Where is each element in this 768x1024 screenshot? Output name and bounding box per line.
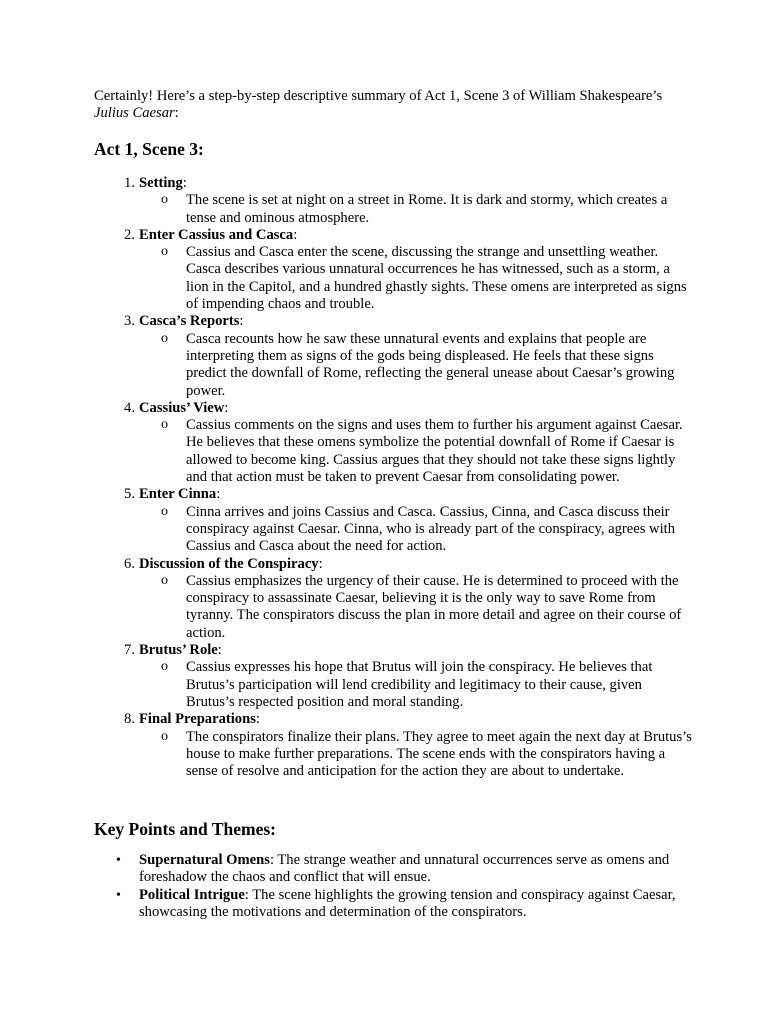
step-title: Setting <box>139 175 183 191</box>
step-title: Enter Cassius and Casca <box>139 226 294 243</box>
step-details <box>139 192 694 227</box>
step-number: 6. <box>124 555 135 572</box>
step-item <box>94 313 694 399</box>
step-details <box>139 331 694 400</box>
step-detail-item <box>139 504 694 556</box>
circle-bullet-icon: o <box>161 192 168 208</box>
step-details <box>139 659 694 711</box>
step-detail-item <box>139 192 694 227</box>
key-points-list <box>94 852 694 921</box>
key-point-item <box>94 887 694 922</box>
step-item <box>94 486 694 555</box>
key-point-description: : The strange weather and unnatural occurrences serve as omens and foreshadow the chaos and conflict that will ensue. <box>139 852 670 886</box>
step-number: 7. <box>124 642 135 659</box>
step-details <box>139 504 694 556</box>
heading-act-scene: Act 1, Scene 3: <box>94 139 204 159</box>
circle-bullet-icon: o <box>161 572 168 588</box>
circle-bullet-icon: o <box>161 659 168 675</box>
step-title: Enter Cinna <box>139 486 217 503</box>
step-colon: : <box>255 711 260 728</box>
step-details <box>139 729 694 781</box>
step-detail-item <box>139 244 694 313</box>
step-title: Final Preparations <box>139 711 256 728</box>
step-title: Brutus’ Role <box>139 642 218 659</box>
step-detail-item <box>139 729 694 781</box>
step-description: Cassius expresses his hope that Brutus will join the conspiracy. He believes that Brutus’s participation will lend credibility and legitimacy to their cause, given Brutus’s respected position and moral standing. <box>186 659 653 710</box>
step-number: 1. <box>124 175 135 191</box>
step-description: Cassius emphasizes the urgency of their cause. He is determined to proceed with the conspiracy to assassinate Caesar, believing it is the only way to save Rome from tyranny. The conspirators discuss the plan in more detail and agree on their course of action. <box>186 572 682 641</box>
step-colon: : <box>318 555 323 572</box>
summary-steps-list <box>94 175 694 780</box>
step-number: 3. <box>124 313 135 330</box>
circle-bullet-icon: o <box>161 728 168 744</box>
step-title: Discussion of the Conspiracy <box>139 555 319 572</box>
step-number: 8. <box>124 711 135 728</box>
circle-bullet-icon: o <box>161 244 168 260</box>
step-colon: : <box>182 175 187 191</box>
step-description: Cassius comments on the signs and uses them to further his argument against Caesar. He believes that these omens symbolize the potential downfall of Rome if Caesar is allowed to become king. Cassius argues that they should not take these signs lightly and that action must be taken to prevent Caesar from consolidating power. <box>186 417 683 486</box>
step-description: The conspirators finalize their plans. They agree to meet again the next day at Brutus’s house to make further preparations. The scene ends with the conspirators having a sense of resolve and anticipation for the action they are about to undertake. <box>186 728 692 780</box>
step-colon: : <box>239 313 244 330</box>
step-description: Casca recounts how he saw these unnatural events and explains that people are interpreting them as signs of the gods being displeased. He feels that these signs predict the downfall of Rome, reflecting the general unease about Caesar’s growing power. <box>186 330 675 399</box>
key-point-description: : The scene highlights the growing tension and conspiracy against Caesar, showcasing the motivations and determination of the conspirators. <box>139 886 676 920</box>
key-point-item <box>94 852 694 887</box>
key-point-title: Political Intrigue <box>139 886 245 903</box>
circle-bullet-icon: o <box>161 417 168 433</box>
step-colon: : <box>224 399 229 416</box>
step-item <box>94 400 694 486</box>
heading-key-points: Key Points and Themes: <box>94 819 276 839</box>
circle-bullet-icon: o <box>161 503 168 519</box>
intro-paragraph <box>94 88 694 123</box>
step-detail-item <box>139 659 694 711</box>
step-title: Casca’s Reports <box>139 313 240 330</box>
step-details <box>139 573 694 642</box>
step-detail-item <box>139 573 694 642</box>
step-details <box>139 417 694 486</box>
play-title: Julius Caesar <box>94 105 175 122</box>
step-number: 5. <box>124 486 135 503</box>
bullet-icon: • <box>116 853 121 868</box>
step-number: 2. <box>124 226 135 243</box>
circle-bullet-icon: o <box>161 330 168 346</box>
step-item <box>94 556 694 642</box>
step-colon: : <box>216 486 221 503</box>
step-item <box>94 227 694 313</box>
step-detail-item <box>139 417 694 486</box>
intro-text: Certainly! Here’s a step-by-step descriptive summary of Act 1, Scene 3 of William Shakespeare’s <box>94 88 663 104</box>
step-title: Cassius’ View <box>139 399 225 416</box>
step-item <box>94 711 694 780</box>
step-details <box>139 244 694 313</box>
step-description: Cassius and Casca enter the scene, discussing the strange and unsettling weather. Casca describes various unnatural occurrences he has witnessed, such as a storm, a lion in the Capitol, and a hundred ghastly sights. These omens are interpreted as signs of impending chaos and trouble. <box>186 244 687 313</box>
step-item <box>94 642 694 711</box>
step-colon: : <box>217 642 222 659</box>
bullet-icon: • <box>116 887 121 903</box>
step-description: Cinna arrives and joins Cassius and Casca. Cassius, Cinna, and Casca discuss their conspiracy against Caesar. Cinna, who is already part of the conspiracy, agrees with Cassius and Casca about the need for action. <box>186 503 675 555</box>
step-detail-item <box>139 331 694 400</box>
key-point-title: Supernatural Omens <box>139 852 270 868</box>
step-colon: : <box>293 226 298 243</box>
step-description: The scene is set at night on a street in Rome. It is dark and stormy, which creates a tense and ominous atmosphere. <box>186 192 668 226</box>
intro-colon: : <box>174 105 179 122</box>
step-number: 4. <box>124 399 135 416</box>
step-item <box>94 175 694 227</box>
